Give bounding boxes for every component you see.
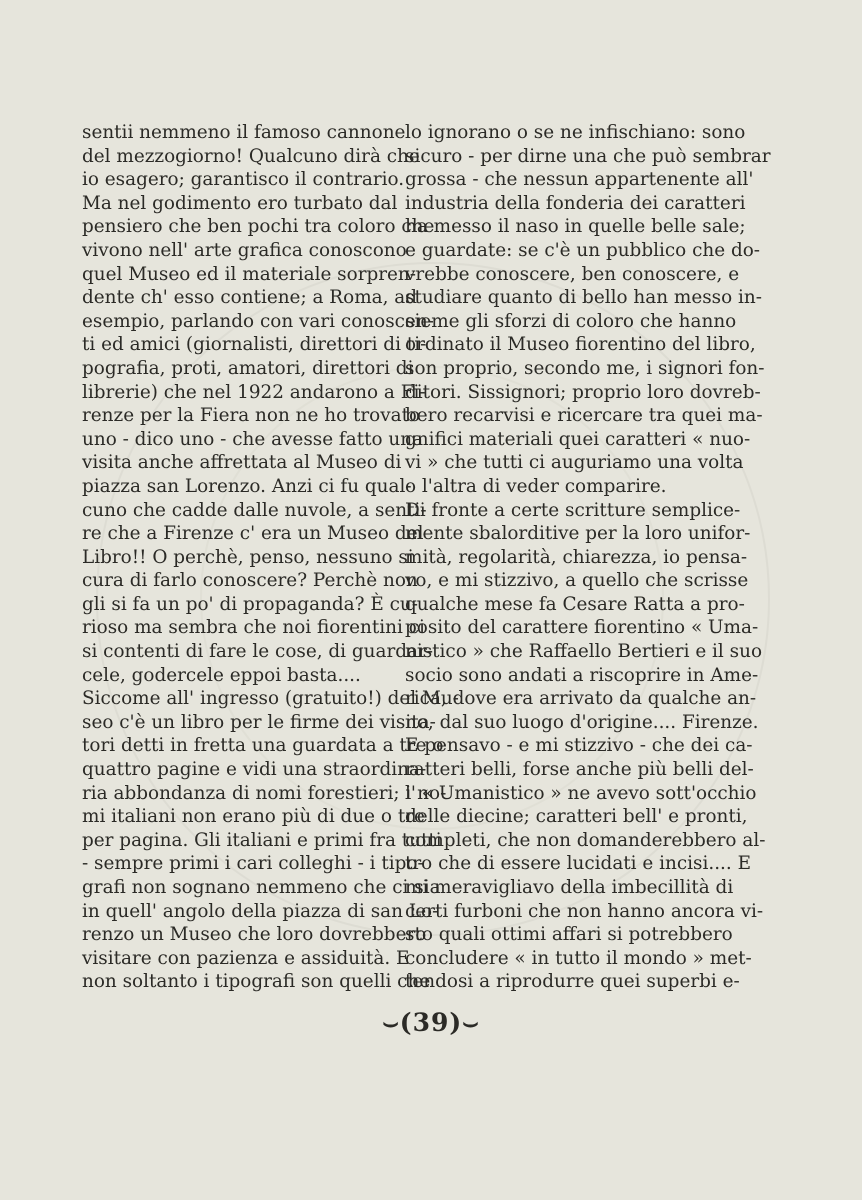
text-line: quattro pagine e vidi una straordina- (82, 759, 427, 781)
text-line: vo, e mi stizzivo, a quello che scrisse (405, 570, 749, 592)
text-line: quel Museo ed il materiale sorpren- (82, 263, 416, 285)
text-line: gnifici materiali quei caratteri « nuo- (405, 428, 751, 450)
text-line: completi, che non domanderebbero al- (405, 829, 766, 851)
folio-ornament-right: )⌣ (449, 1008, 480, 1037)
text-line: mi italiani non erano più di due o tre (82, 806, 425, 828)
text-line: del mezzogiorno! Qualcuno dirà che (82, 145, 420, 167)
text-line: mi meravigliavo della imbecillità di (405, 877, 734, 898)
text-line: grossa - che nessun appartenente all' (405, 169, 754, 191)
text-line: vivono nell' arte grafica conoscono (82, 239, 407, 261)
text-line: qualche mese fa Cesare Ratta a pro- (405, 593, 745, 615)
page-number (331, 1008, 531, 1038)
text-line: Ma nel godimento ero turbato dal (82, 192, 398, 214)
text-line: seo c'è un libro per le firme dei visita- (82, 711, 436, 733)
text-line: vi » che tutti ci auguriamo una volta (405, 452, 744, 474)
text-line: ria abbondanza di nomi forestieri; i no- (82, 782, 447, 804)
text-line: delle diecine; caratteri bell' e pronti, (405, 806, 748, 828)
text-line: Siccome all' ingresso (gratuito!) del Mu- (82, 688, 459, 710)
text-line: concludere « in tutto il mondo » met- (405, 947, 752, 969)
page-number-value: 39 (412, 1008, 450, 1037)
text-line: industria della fonderia dei caratteri (405, 192, 746, 214)
text-line: cele, godercele eppoi basta.... (82, 664, 361, 686)
text-line: E pensavo - e mi stizzivo - che dei ca- (405, 735, 753, 757)
text-line: non soltanto i tipografi son quelli che (82, 971, 431, 993)
folio-ornament-left: ⌣( (382, 1008, 413, 1037)
text-line: sicuro - per dirne una che può sembrar (405, 145, 771, 167)
text-line: bero recarvisi e ricercare tra quei ma- (405, 405, 763, 427)
text-line: tori detti in fretta una guardata a tre o (82, 735, 444, 757)
text-line: pografia, proti, amatori, direttori di (82, 357, 414, 379)
text-line: in quell' angolo della piazza di san Lo- (82, 900, 439, 922)
text-line: gli si fa un po' di propaganda? È cu- (82, 593, 418, 615)
text-line: renzo un Museo che loro dovrebbero (82, 924, 427, 946)
text-line: l' « Umanistico » ne avevo sott'occhio (405, 782, 757, 804)
text-line: re che a Firenze c' era un Museo del (82, 523, 424, 545)
right-text-column (405, 121, 771, 994)
text-line: Libro!! O perchè, penso, nessuno si (82, 546, 414, 568)
text-line: ratteri belli, forse anche più belli del- (405, 759, 754, 781)
text-line: io esagero; garantisco il contrario. (82, 169, 405, 191)
text-line: ti ed amici (giornalisti, direttori di ti- (82, 334, 427, 356)
text-line: certi furboni che non hanno ancora vi- (405, 900, 764, 922)
text-line: pensiero che ben pochi tra coloro che (82, 216, 435, 238)
text-line: e guardate: se c'è un pubblico che do- (405, 239, 761, 261)
text-line: mente sbalorditive per la loro unifor- (405, 523, 751, 545)
text-line: visita anche affrettata al Museo di (82, 452, 402, 474)
text-line: - sempre primi i cari colleghi - i tipo- (82, 853, 424, 875)
text-line: grafi non sognano nemmeno che ci sia (82, 877, 441, 898)
text-line: tendosi a riprodurre quei superbi e- (405, 971, 740, 993)
text-line: cuno che cadde dalle nuvole, a senti- (82, 499, 427, 521)
text-line: lo ignorano o se ne infischiano: sono (405, 122, 746, 143)
text-line: rioso ma sembra che noi fiorentini ci (82, 617, 425, 639)
text-line: si contenti di fare le cose, di guardar- (82, 641, 434, 663)
text-line: per pagina. Gli italiani e primi fra tutti (82, 829, 442, 851)
text-line: nistico » che Raffaello Bertieri e il suo (405, 641, 763, 663)
text-line: uno - dico uno - che avesse fatto una (82, 428, 424, 450)
text-line: esempio, parlando con vari conoscen- (82, 310, 434, 332)
text-line: mità, regolarità, chiarezza, io pensa- (405, 546, 748, 568)
text-line: cura di farlo conoscere? Perchè non (82, 570, 418, 592)
text-line: ditori. Sissignori; proprio loro dovreb- (405, 381, 761, 403)
text-line: vrebbe conoscere, ben conoscere, e (405, 263, 740, 285)
text-line: no, dal suo luogo d'origine.... Firenze. (405, 711, 759, 733)
text-line: studiare quanto di bello han messo in- (405, 287, 762, 309)
text-line: sto quali ottimi affari si potrebbero (405, 924, 733, 946)
text-line: posito del carattere fiorentino « Uma- (405, 617, 759, 639)
text-line: visitare con pazienza e assiduità. E (82, 947, 410, 969)
text-line: Di fronte a certe scritture semplice- (405, 499, 741, 521)
text-line: rica, dove era arrivato da qualche an- (405, 688, 757, 710)
text-line: renze per la Fiera non ne ho trovato (82, 405, 421, 427)
text-line: sentii nemmeno il famoso cannone (82, 122, 406, 143)
text-line: ordinato il Museo fiorentino del libro, (405, 334, 756, 356)
text-line: socio sono andati a riscoprire in Ame- (405, 664, 759, 686)
text-line: o l'altra di veder comparire. (405, 475, 667, 497)
text-line: librerie) che nel 1922 andarono a Fi- (82, 381, 426, 403)
text-line: piazza san Lorenzo. Anzi ci fu qual- (82, 475, 412, 497)
text-line: son proprio, secondo me, i signori fon- (405, 357, 765, 379)
text-line: dente ch' esso contiene; a Roma, ad (82, 287, 418, 309)
left-text-column (82, 121, 459, 994)
text-line: ha messo il naso in quelle belle sale; (405, 216, 746, 238)
text-line: sieme gli sforzi di coloro che hanno (405, 310, 737, 332)
text-line: tro che di essere lucidati e incisi.... E (405, 853, 752, 875)
